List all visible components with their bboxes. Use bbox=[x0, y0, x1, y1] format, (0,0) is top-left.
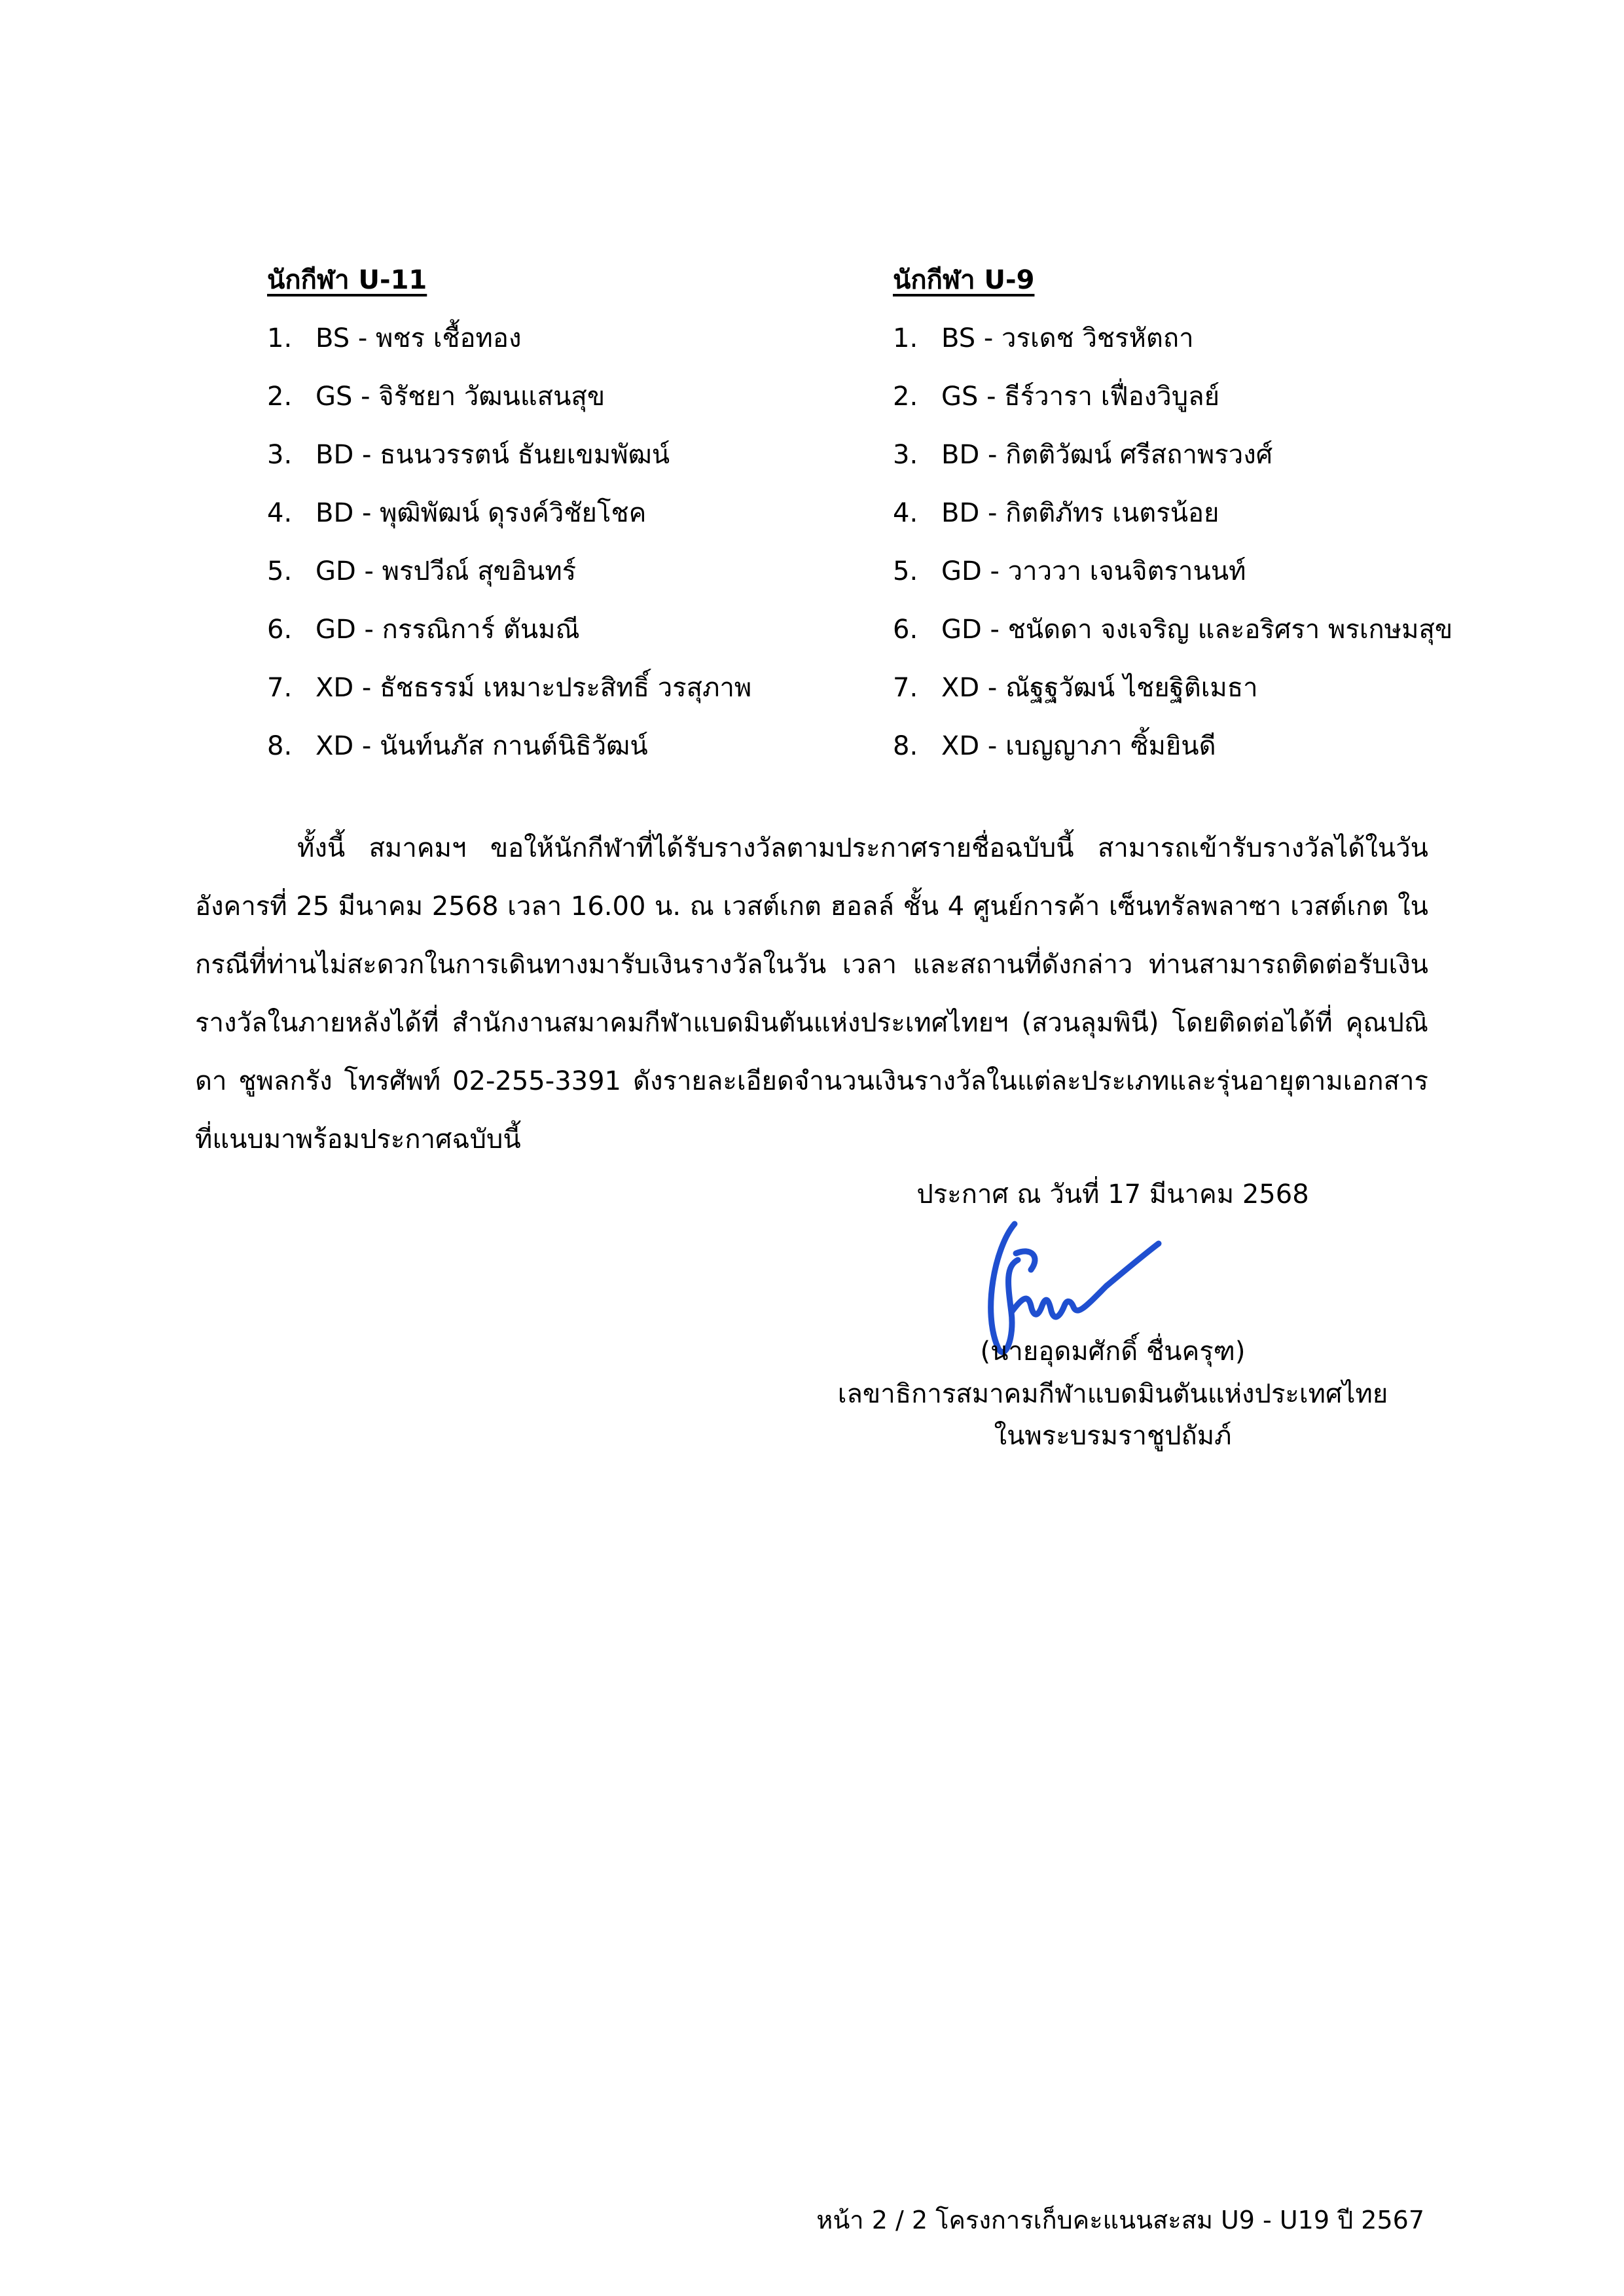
list-item bbox=[893, 610, 1453, 668]
item-text: XD - เบญญาภา ซิ้มยินดี bbox=[941, 731, 1216, 761]
item-text: GS - จิรัชยา วัฒนแสนสุข bbox=[316, 382, 605, 412]
item-number: 4. bbox=[267, 498, 293, 528]
signer-title: เลขาธิการสมาคมกีฬาแบดมินตันแห่งประเทศไทย bbox=[837, 1379, 1388, 1409]
list-item bbox=[893, 552, 1453, 610]
item-number: 7. bbox=[267, 673, 293, 703]
item-text: GD - ชนัดดา จงเจริญ และอริศรา พรเกษมสุข bbox=[941, 615, 1453, 645]
item-number: 7. bbox=[893, 673, 918, 703]
item-text: GS - ธีร์วารา เฟื่องวิบูลย์ bbox=[941, 382, 1220, 412]
item-number: 8. bbox=[267, 731, 293, 761]
item-number: 2. bbox=[893, 382, 918, 412]
page-footer: หน้า 2 / 2 โครงการเก็บคะแนนสะสม U9 - U19 ปี 2567 bbox=[816, 2206, 1424, 2234]
item-number: 4. bbox=[893, 498, 918, 528]
announcement-date: ประกาศ ณ วันที่ 17 มีนาคม 2568 bbox=[916, 1179, 1309, 1210]
list-item bbox=[267, 493, 751, 552]
item-text: GD - พรปวีณ์ สุขอินทร์ bbox=[316, 556, 577, 586]
list-item bbox=[893, 377, 1453, 435]
list-item bbox=[267, 610, 751, 668]
item-text: BD - ธนนวรรตน์ ธันยเขมพัฒน์ bbox=[316, 440, 670, 470]
item-text: XD - ณัฐฐวัฒน์ ไชยฐิติเมธา bbox=[941, 673, 1258, 703]
item-text: BD - กิตติภัทร เนตรน้อย bbox=[941, 498, 1219, 528]
item-text: XD - ธัชธรรม์ เหมาะประสิทธิ์ วรสุภาพ bbox=[316, 673, 752, 703]
signer-name: (นายอุดมศักดิ์ ชื่นครุฑ) bbox=[980, 1336, 1246, 1367]
signer-patronage: ในพระบรมราชูปถัมภ์ bbox=[994, 1421, 1232, 1451]
list-item bbox=[267, 726, 751, 785]
item-number: 5. bbox=[893, 556, 918, 586]
item-text: BS - พชร เชื้อทอง bbox=[316, 323, 522, 353]
list-item bbox=[267, 435, 751, 493]
list-item bbox=[893, 435, 1453, 493]
body-paragraph: ทั้งนี้ สมาคมฯ ขอให้นักกีฬาที่ได้รับรางวัลตามประกาศรายชื่อฉบับนี้ สามารถเข้ารับรางวัลได้ในวันอังคารที่ 25 มีนาคม 2568 เวลา 16.00 น. ณ เวสต์เกต ฮอลล์ ชั้น 4 ศูนย์การค้า เซ็นทรัลพลาซา เวสต์เกต ในกรณีที่ท่านไม่สะดวกในการเดินทางมารับเงินรางวัลในวัน เวลา และสถานที่ดังกล่าว ท่านสามารถติดต่อรับเงินรางวัลในภายหลังได้ที่ สำนักงานสมาคมกีฬาแบดมินตันแห่งประเทศไทยฯ (สวนลุมพินี) โดยติดต่อได้ที่ คุณปณิดา ชูพลกรัง โทรศัพท์ 02-255-3391 ดังรายละเอียดจำนวนเงินรางวัลในแต่ละประเภทและรุ่นอายุตามเอกสารที่แนบมาพร้อมประกาศฉบับนี้ bbox=[195, 833, 1428, 1155]
item-number: 5. bbox=[267, 556, 293, 586]
u9-list bbox=[893, 319, 1453, 785]
list-item bbox=[267, 552, 751, 610]
list-item bbox=[893, 668, 1453, 726]
item-number: 6. bbox=[893, 615, 918, 645]
item-text: BD - พุฒิพัฒน์ ดุรงค์วิชัยโชค bbox=[316, 498, 647, 528]
item-text: GD - วาววา เจนจิตรานนท์ bbox=[941, 556, 1246, 586]
item-number: 8. bbox=[893, 731, 918, 761]
item-text: BD - กิตติวัฒน์ ศรีสถาพรวงศ์ bbox=[941, 440, 1273, 470]
item-number: 1. bbox=[893, 323, 918, 353]
item-text: BS - วรเดช วิชรหัตถา bbox=[941, 323, 1194, 353]
u11-heading: นักกีฬา U-11 bbox=[267, 265, 427, 295]
u11-list bbox=[267, 319, 751, 785]
item-text: XD - นันท์นภัส กานต์นิธิวัฒน์ bbox=[316, 731, 648, 761]
item-number: 1. bbox=[267, 323, 293, 353]
list-item bbox=[893, 726, 1453, 785]
item-number: 2. bbox=[267, 382, 293, 412]
item-number: 3. bbox=[267, 440, 293, 470]
list-item bbox=[893, 319, 1453, 377]
item-number: 6. bbox=[267, 615, 293, 645]
list-item bbox=[893, 493, 1453, 552]
u9-heading: นักกีฬา U-9 bbox=[893, 265, 1035, 295]
list-item bbox=[267, 668, 751, 726]
list-item bbox=[267, 319, 751, 377]
item-number: 3. bbox=[893, 440, 918, 470]
item-text: GD - กรรณิการ์ ตันมณี bbox=[316, 615, 580, 645]
list-item bbox=[267, 377, 751, 435]
